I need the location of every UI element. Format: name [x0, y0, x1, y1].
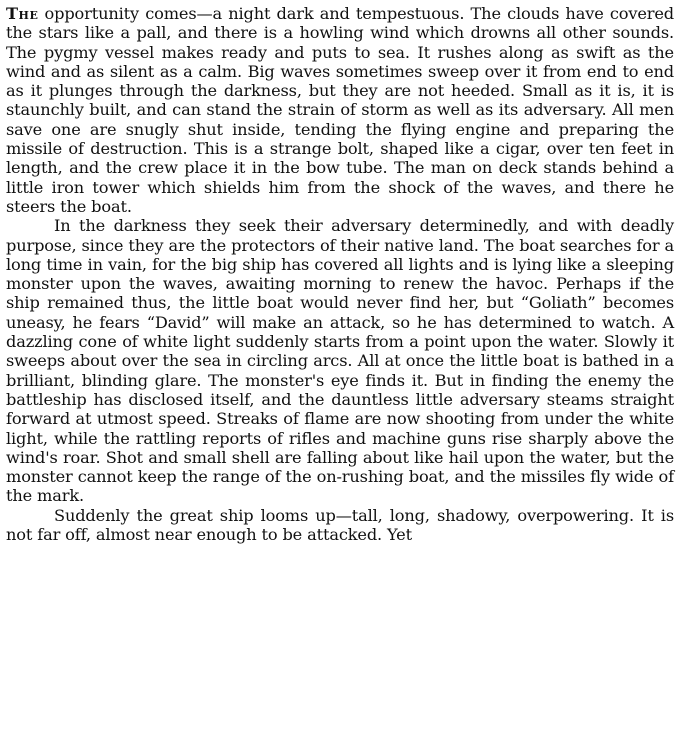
newspaper-column: [6, 4, 674, 544]
paragraph-text: opportunity comes—a night dark and tempestuous. The clouds have covered the stars like a pall, and there is a howling wind which drowns all other sounds. The pygmy vessel makes ready and puts to sea. It rushes along as swift as the wind and as silent as a calm. Big waves sometimes sweep over it from end to end as it plunges through the darkness, but they are not heeded. Small as it is, it is staunchly built, and can stand the strain of storm as well as its adversary. All men save one are snugly shut inside, tending the flying engine and preparing the missile of destruction. This is a strange bolt, shaped like a cigar, over ten feet in length, and the crew place it in the bow tube. The man on deck stands behind a little iron tower which shields him from the shock of the waves, and there he steers the boat.: [6, 4, 674, 216]
paragraph-text: Suddenly the great ship looms up—tall, long, shadowy, overpowering. It is not far off, almost near enough to be attacked. Yet: [6, 505, 674, 545]
paragraph-lead-word: The: [6, 4, 39, 23]
paragraph-storm: [6, 4, 674, 216]
paragraph-text: In the darkness they seek their adversary determinedly, and with deadly purpose, since they are the protectors of their native land. The boat searches for a long time in vain, for the big ship has covered all lights and is lying like a sleeping monster upon the waves, awaiting morning to renew the havoc. Perhaps if the ship remained thus, the little boat would never find her, but “Goliath” becomes uneasy, he fears “David” will make an attack, so he has determined to watch. A dazzling cone of white light suddenly starts from a point upon the water. Slowly it sweeps about over the sea in circling arcs. All at once the little boat is bathed in a brilliant, blinding glare. The monster's eye finds it. But in finding the enemy the battleship has disclosed itself, and the dauntless little adversary steams straight forward at utmost speed. Streaks of flame are now shooting from under the white light, while the rattling reports of rifles and machine guns rise sharply above the wind's roar. Shot and small shell are falling about like hail upon the water, but the monster cannot keep the range of the on-rushing boat, and the missiles fly wide of the mark.: [6, 216, 674, 506]
paragraph-approach: [6, 506, 674, 545]
paragraph-search: [6, 216, 674, 505]
